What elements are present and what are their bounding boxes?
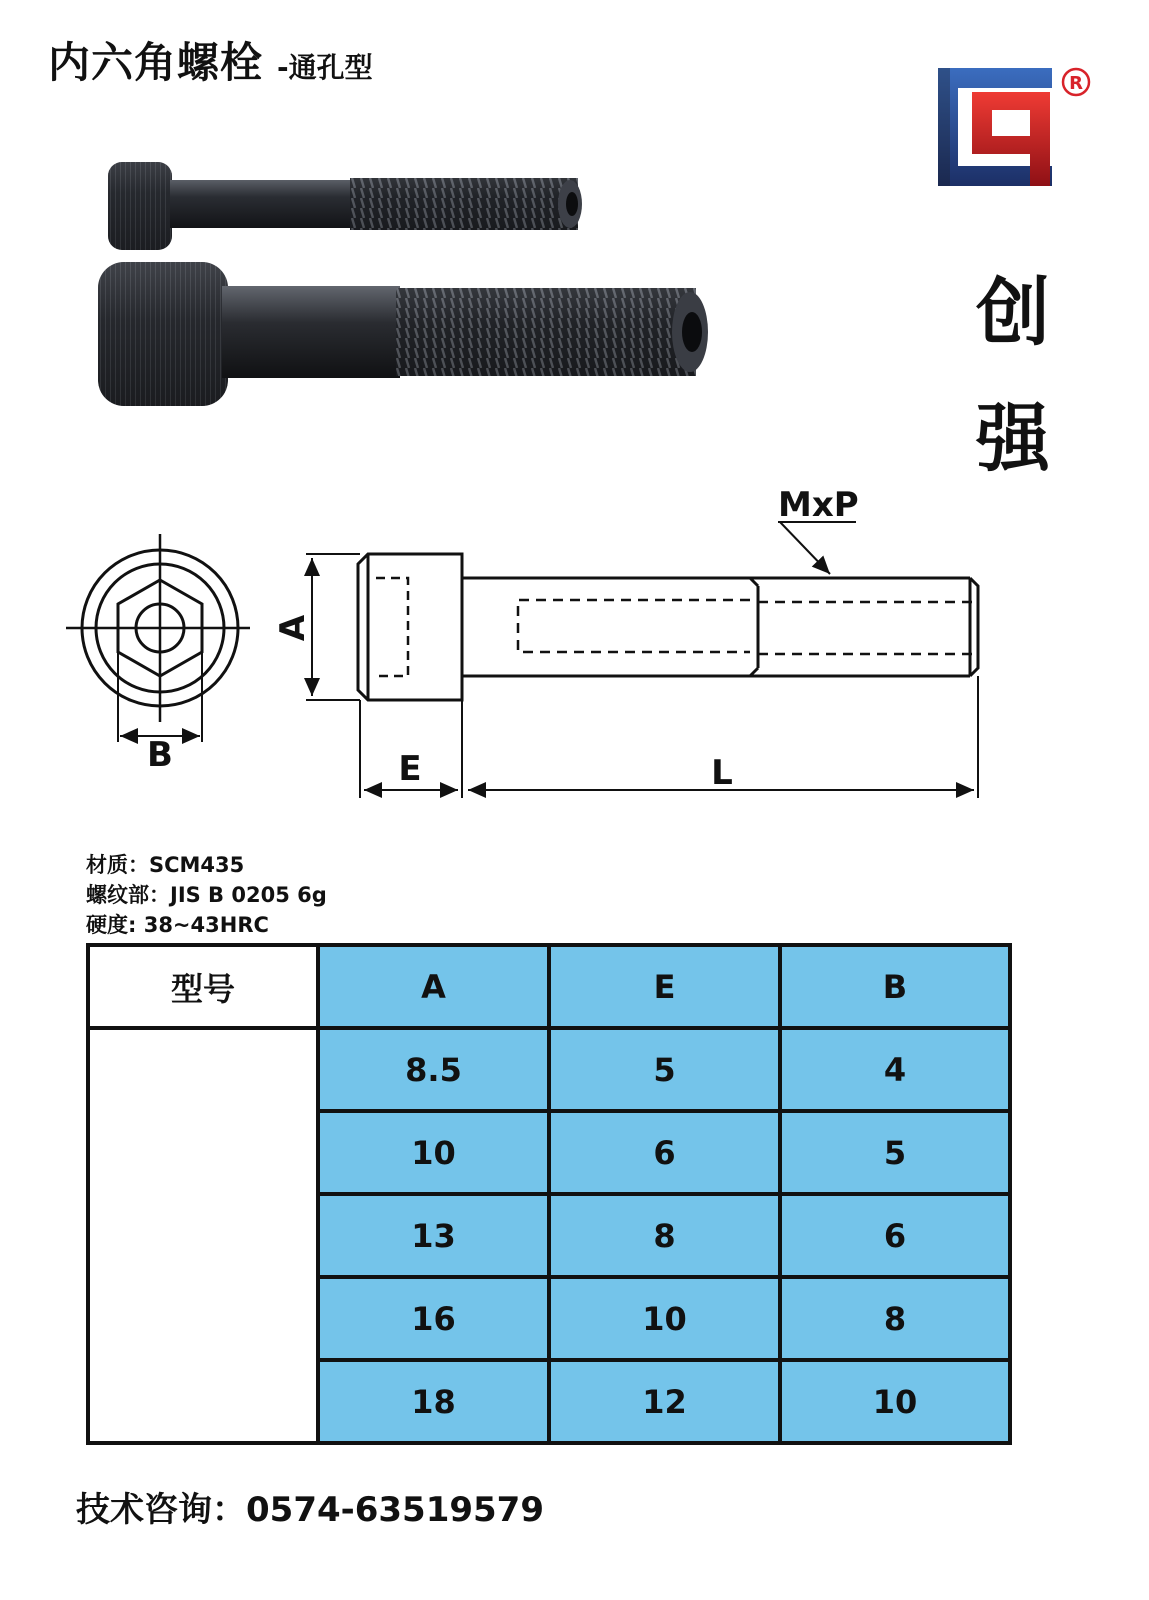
dimension-a-label: A bbox=[273, 614, 313, 642]
dimension-b-label: B bbox=[147, 735, 173, 775]
dimension-e-label: E bbox=[398, 749, 422, 789]
cell-a: 13 bbox=[318, 1194, 549, 1277]
dimension-a bbox=[306, 554, 360, 700]
header-model: 型号 bbox=[88, 945, 318, 1028]
thread-label: MxP bbox=[778, 485, 859, 525]
spec-hardness: 硬度: 38~43HRC bbox=[86, 913, 269, 937]
spec-thread: 螺纹部：JIS B 0205 6g bbox=[86, 883, 327, 907]
cell-b: 6 bbox=[780, 1194, 1010, 1277]
cell-b: 8 bbox=[780, 1277, 1010, 1360]
spec-list bbox=[86, 850, 327, 940]
cell-e: 6 bbox=[549, 1111, 780, 1194]
table-row bbox=[88, 1028, 1010, 1111]
technical-drawing bbox=[60, 480, 1120, 820]
header-b: B bbox=[780, 945, 1010, 1028]
svg-text:R: R bbox=[1069, 73, 1083, 94]
header-e: E bbox=[549, 945, 780, 1028]
brand-name-char-1: 创 bbox=[976, 270, 1050, 356]
brand-name-char-2: 强 bbox=[976, 396, 1050, 482]
page-title-block bbox=[48, 30, 373, 90]
side-view bbox=[358, 554, 978, 700]
cell-b: 10 bbox=[780, 1360, 1010, 1443]
header-a: A bbox=[318, 945, 549, 1028]
cell-a: 8.5 bbox=[318, 1028, 549, 1111]
dimension-table bbox=[86, 943, 1012, 1445]
cell-e: 12 bbox=[549, 1360, 780, 1443]
dimension-e-l bbox=[360, 676, 978, 798]
end-view bbox=[66, 534, 250, 742]
brand-logo-icon bbox=[930, 62, 1098, 194]
dimension-l-label: L bbox=[711, 753, 733, 793]
page-subtitle: -通孔型 bbox=[277, 51, 373, 84]
cell-b: 5 bbox=[780, 1111, 1010, 1194]
large-bolt bbox=[98, 262, 708, 406]
model-cell bbox=[88, 1028, 318, 1443]
cell-b: 4 bbox=[780, 1028, 1010, 1111]
cell-e: 10 bbox=[549, 1277, 780, 1360]
product-photo bbox=[90, 148, 730, 418]
cell-e: 8 bbox=[549, 1194, 780, 1277]
table-header-row bbox=[88, 945, 1010, 1028]
contact-line: 技术咨询：0574-63519579 bbox=[76, 1490, 544, 1530]
cell-e: 5 bbox=[549, 1028, 780, 1111]
page-title: 内六角螺栓 bbox=[48, 38, 264, 87]
cell-a: 10 bbox=[318, 1111, 549, 1194]
cell-a: 18 bbox=[318, 1360, 549, 1443]
spec-material: 材质：SCM435 bbox=[86, 853, 245, 877]
small-bolt bbox=[108, 162, 582, 250]
cell-a: 16 bbox=[318, 1277, 549, 1360]
